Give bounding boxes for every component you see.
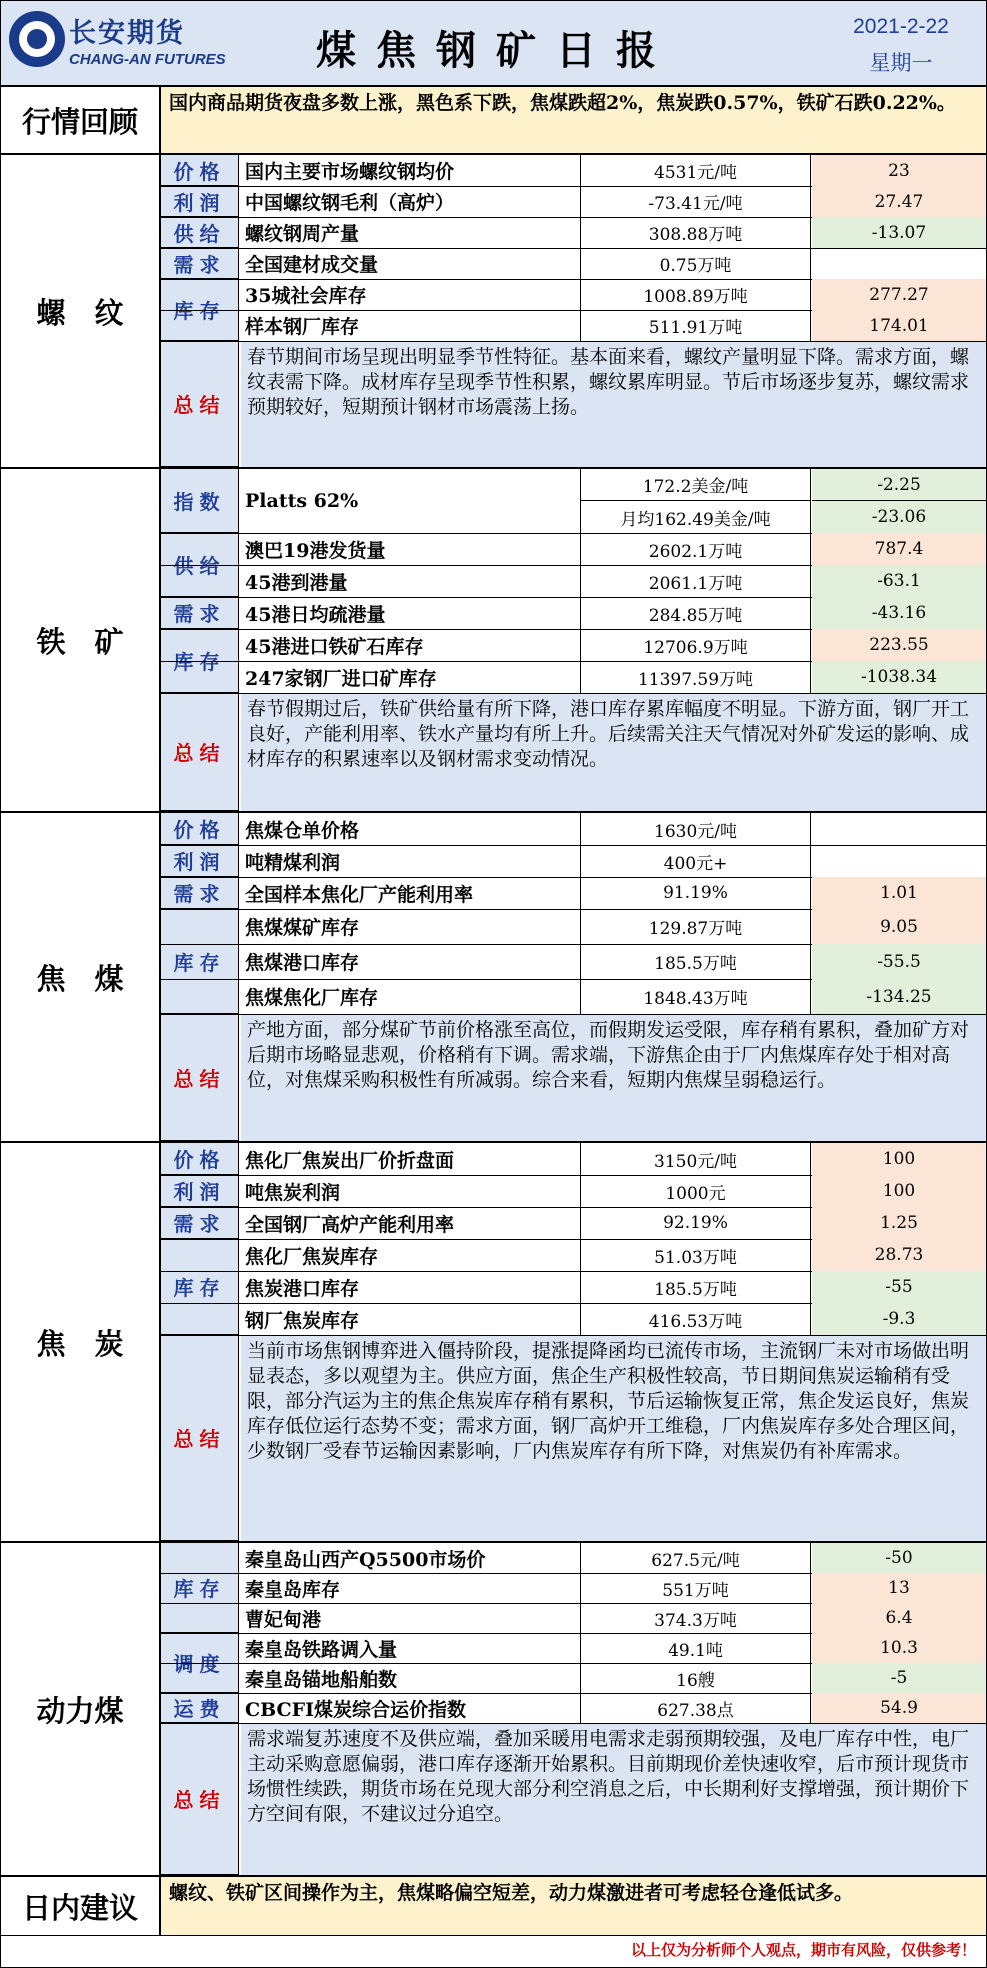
metric-name: 吨焦炭利润 <box>241 1175 581 1207</box>
category-label: 需求 <box>161 1207 239 1239</box>
metric-value: 416.53万吨 <box>581 1303 811 1335</box>
metric-name: 焦煤仓单价格 <box>241 813 581 845</box>
metric-name: 澳巴19港发货量 <box>241 533 581 565</box>
metric-change: -50 <box>812 1543 986 1573</box>
metric-value: 374.3万吨 <box>581 1603 811 1633</box>
metric-change: -2.25 <box>812 469 986 501</box>
metric-name: 247家钢厂进口矿库存 <box>241 661 581 693</box>
section-label: 焦 炭 <box>1 1143 161 1541</box>
metric-name: 焦化厂焦炭库存 <box>241 1239 581 1271</box>
section-label: 焦 煤 <box>1 813 161 1141</box>
category-label: 库存 <box>161 279 239 341</box>
category-label: 价格 <box>161 155 239 186</box>
table-row <box>161 248 986 280</box>
company-logo-icon <box>9 11 65 67</box>
metric-value: 49.1吨 <box>581 1633 811 1663</box>
category-label: 库存 <box>161 629 239 693</box>
metric-change: 100 <box>812 1175 986 1207</box>
metric-name: 焦煤焦化厂库存 <box>241 979 581 1014</box>
metric-change <box>812 248 986 279</box>
section-rebar <box>1 155 986 469</box>
metric-name: CBCFI煤炭综合运价指数 <box>241 1693 581 1723</box>
intraday-advice-text: 螺纹、铁矿区间操作为主，焦煤略偏空短差，动力煤激进者可考虑轻仓逢低试多。 <box>161 1877 986 1935</box>
table-row <box>161 597 986 630</box>
table-row <box>161 1633 986 1664</box>
metric-value: 92.19% <box>581 1207 811 1239</box>
metric-value: 12706.9万吨 <box>581 629 811 661</box>
metric-change: -63.1 <box>812 565 986 597</box>
category-label: 价格 <box>161 813 239 845</box>
category-label: 调度 <box>161 1633 239 1693</box>
intraday-advice-row <box>1 1877 986 1936</box>
metric-name: 焦炭港口库存 <box>241 1271 581 1303</box>
section-coke <box>1 1143 986 1543</box>
metric-name: 样本钢厂库存 <box>241 310 581 341</box>
report-date: 2021-2-22 <box>853 15 949 38</box>
table-row <box>161 533 986 566</box>
metric-change: -1038.34 <box>812 661 986 693</box>
category-label: 需求 <box>161 248 239 279</box>
metric-change: 28.73 <box>812 1239 986 1271</box>
table-row <box>161 1603 986 1634</box>
metric-name: 国内主要市场螺纹钢均价 <box>241 155 581 186</box>
metric-value: 1000元 <box>581 1175 811 1207</box>
company-name-cn: 长安期货 <box>69 18 185 49</box>
metric-value: 551万吨 <box>581 1573 811 1603</box>
metric-name: 秦皇岛库存 <box>241 1573 581 1603</box>
metric-name: 全国样本焦化厂产能利用率 <box>241 877 581 909</box>
metric-value: 185.5万吨 <box>581 944 811 979</box>
intraday-advice-label: 日内建议 <box>1 1877 161 1935</box>
metric-name: 秦皇岛锚地船舶数 <box>241 1663 581 1693</box>
category-label: 指数 <box>161 469 239 533</box>
table-row <box>161 565 986 598</box>
table-row <box>161 1693 986 1724</box>
metric-value: 4531元/吨 <box>581 155 811 186</box>
metric-change: 1.25 <box>812 1207 986 1239</box>
section-summary: 需求端复苏速度不及供应端，叠加采暖用电需求走弱预期较强，及电厂库存中性，电厂主动采购意愿偏弱，港口库存逐渐开始累积。目前期现价差快速收窄，后市预计现货市场惯性续跌，期货市场在兑现大部分利空消息之后，中长期利好支撑增强，预计期价下方空间有限，不建议过分追空。 <box>241 1724 986 1875</box>
category-label: 利润 <box>161 1175 239 1207</box>
section-summary: 当前市场焦钢博弈进入僵持阶段，提涨提降函均已流传市场，主流钢厂未对市场做出明显表态，多以观望为主。供应方面，焦企生产积极性较高，节日期间焦炭运输稍有受限，部分汽运为主的焦企焦炭库存稍有累积，节后运输恢复正常，焦企发运良好，焦炭库存低位运行态势不变；需求方面，钢厂高炉开工维稳，厂内焦炭库存多处合理区间，少数钢厂受春节运输因素影响，厂内焦炭库存有所下降，对焦炭仍有补库需求。 <box>241 1336 986 1541</box>
category-label-summary: 总结 <box>161 1335 239 1541</box>
metric-value: 511.91万吨 <box>581 310 811 341</box>
metric-name: 焦煤港口库存 <box>241 944 581 979</box>
table-row <box>161 1271 986 1304</box>
metric-value: 2061.1万吨 <box>581 565 811 597</box>
metric-value: 16艘 <box>581 1663 811 1693</box>
table-row <box>161 155 986 187</box>
metric-change: -43.16 <box>812 597 986 629</box>
table-row <box>161 1573 986 1604</box>
metric-value: 1008.89万吨 <box>581 279 811 310</box>
metric-value: 11397.59万吨 <box>581 661 811 693</box>
category-label: 库存 <box>161 1239 239 1335</box>
company-name-en: CHANG-AN FUTURES <box>69 51 226 68</box>
metric-name: 吨精煤利润 <box>241 845 581 877</box>
section-thermal-coal <box>1 1543 986 1877</box>
market-review-row <box>1 87 986 155</box>
metric-change: 13 <box>812 1573 986 1603</box>
metric-change: -134.25 <box>812 979 986 1014</box>
table-row <box>161 845 986 878</box>
table-row <box>161 217 986 249</box>
metric-change: -55.5 <box>812 944 986 979</box>
table-row <box>161 661 986 694</box>
metric-name: 螺纹钢周产量 <box>241 217 581 248</box>
index-row <box>161 469 986 534</box>
category-label: 需求 <box>161 597 239 629</box>
category-label: 利润 <box>161 845 239 877</box>
section-label: 动力煤 <box>1 1543 161 1875</box>
metric-change: 277.27 <box>812 279 986 310</box>
metric-name: 45港到港量 <box>241 565 581 597</box>
metric-name: 焦化厂焦炭出厂价折盘面 <box>241 1143 581 1175</box>
metric-name: 全国钢厂高炉产能利用率 <box>241 1207 581 1239</box>
metric-value: -73.41元/吨 <box>581 186 811 217</box>
metric-name: 45港日均疏港量 <box>241 597 581 629</box>
metric-change: -9.3 <box>812 1303 986 1335</box>
metric-value: 284.85万吨 <box>581 597 811 629</box>
metric-name: 钢厂焦炭库存 <box>241 1303 581 1335</box>
metric-name: Platts 62% <box>241 469 581 533</box>
table-row <box>161 909 986 945</box>
metric-change: 100 <box>812 1143 986 1175</box>
category-label: 供给 <box>161 533 239 597</box>
category-label: 库存 <box>161 909 239 1014</box>
report-header <box>1 1 986 87</box>
table-row <box>161 1663 986 1694</box>
metric-name: 45港进口铁矿石库存 <box>241 629 581 661</box>
report-weekday: 星期一 <box>869 51 933 75</box>
section-summary: 春节假期过后，铁矿供给量有所下降，港口库存累库幅度不明显。下游方面，钢厂开工良好，产能利用率、铁水产量均有所上升。后续需关注天气情况对外矿发运的影响、成材库存的积累速率以及钢材需求变动情况。 <box>241 694 986 811</box>
category-label: 运费 <box>161 1693 239 1723</box>
metric-value: 185.5万吨 <box>581 1271 811 1303</box>
table-row <box>161 1143 986 1176</box>
metric-change <box>812 813 986 845</box>
table-row <box>161 1303 986 1336</box>
table-row <box>161 310 986 342</box>
metric-change: 10.3 <box>812 1633 986 1663</box>
metric-change: 6.4 <box>812 1603 986 1633</box>
category-label: 库存 <box>161 1543 239 1633</box>
metric-value: 627.38点 <box>581 1693 811 1723</box>
metric-change: 787.4 <box>812 533 986 565</box>
metric-value: 2602.1万吨 <box>581 533 811 565</box>
metric-value: 3150元/吨 <box>581 1143 811 1175</box>
table-row <box>161 1543 986 1574</box>
metric-value: 129.87万吨 <box>581 909 811 944</box>
table-row <box>161 813 986 846</box>
metric-change: 9.05 <box>812 909 986 944</box>
metric-value: 1630元/吨 <box>581 813 811 845</box>
category-label: 需求 <box>161 877 239 909</box>
metric-change: -5 <box>812 1663 986 1693</box>
metric-value: 308.88万吨 <box>581 217 811 248</box>
metric-name: 35城社会库存 <box>241 279 581 310</box>
category-label-summary: 总结 <box>161 1723 239 1875</box>
category-label-summary: 总结 <box>161 693 239 811</box>
metric-change: -55 <box>812 1271 986 1303</box>
metric-change: 174.01 <box>812 310 986 341</box>
category-label-summary: 总结 <box>161 1014 239 1141</box>
metric-name: 全国建材成交量 <box>241 248 581 279</box>
table-row <box>161 979 986 1015</box>
market-review-label: 行情回顾 <box>1 87 161 153</box>
metric-value: 0.75万吨 <box>581 248 811 279</box>
metric-name: 秦皇岛铁路调入量 <box>241 1633 581 1663</box>
metric-change: 54.9 <box>812 1693 986 1723</box>
metric-change <box>812 845 986 877</box>
metric-value: 月均162.49美金/吨 <box>581 501 811 533</box>
section-label: 铁 矿 <box>1 469 161 811</box>
category-label: 价格 <box>161 1143 239 1175</box>
section-label: 螺 纹 <box>1 155 161 467</box>
section-iron-ore <box>1 469 986 813</box>
metric-change: 27.47 <box>812 186 986 217</box>
table-row <box>161 877 986 910</box>
table-row <box>161 629 986 662</box>
metric-value: 400元+ <box>581 845 811 877</box>
section-summary: 春节期间市场呈现出明显季节性特征。基本面来看，螺纹产量明显下降。需求方面，螺纹表需下降。成材库存呈现季节性积累，螺纹累库明显。节后市场逐步复苏，螺纹需求预期较好，短期预计钢材市场震荡上扬。 <box>241 342 986 467</box>
metric-name: 中国螺纹钢毛利（高炉） <box>241 186 581 217</box>
category-label-summary: 总结 <box>161 341 239 467</box>
metric-value: 91.19% <box>581 877 811 909</box>
table-row <box>161 1175 986 1208</box>
table-row <box>161 1207 986 1240</box>
table-row <box>161 186 986 218</box>
metric-change: 1.01 <box>812 877 986 909</box>
metric-change: 23 <box>812 155 986 186</box>
table-row <box>161 279 986 311</box>
metric-change: -23.06 <box>812 501 986 533</box>
metric-change: -13.07 <box>812 217 986 248</box>
category-label: 利润 <box>161 186 239 217</box>
market-review-text: 国内商品期货夜盘多数上涨，黑色系下跌，焦煤跌超2%，焦炭跌0.57%，铁矿石跌0.22%。 <box>161 87 986 153</box>
metric-name: 曹妃甸港 <box>241 1603 581 1633</box>
metric-name: 秦皇岛山西产Q5500市场价 <box>241 1543 581 1573</box>
disclaimer: 以上仅为分析师个人观点，期市有风险，仅供参考！ <box>630 1941 976 1959</box>
metric-value: 172.2美金/吨 <box>581 469 811 501</box>
metric-value: 1848.43万吨 <box>581 979 811 1014</box>
category-label: 供给 <box>161 217 239 248</box>
section-summary: 产地方面，部分煤矿节前价格涨至高位，而假期发运受限，库存稍有累积，叠加矿方对后期市场略显悲观，价格稍有下调。需求端，下游焦企由于厂内焦煤库存处于相对高位，对焦煤采购积极性有所减弱。综合来看，短期内焦煤呈弱稳运行。 <box>241 1015 986 1141</box>
section-coking-coal <box>1 813 986 1143</box>
table-row <box>161 1239 986 1272</box>
metric-value: 51.03万吨 <box>581 1239 811 1271</box>
metric-value: 627.5元/吨 <box>581 1543 811 1573</box>
report-title: 煤焦钢矿日报 <box>316 28 676 74</box>
table-row <box>161 944 986 980</box>
metric-name: 焦煤煤矿库存 <box>241 909 581 944</box>
metric-change: 223.55 <box>812 629 986 661</box>
